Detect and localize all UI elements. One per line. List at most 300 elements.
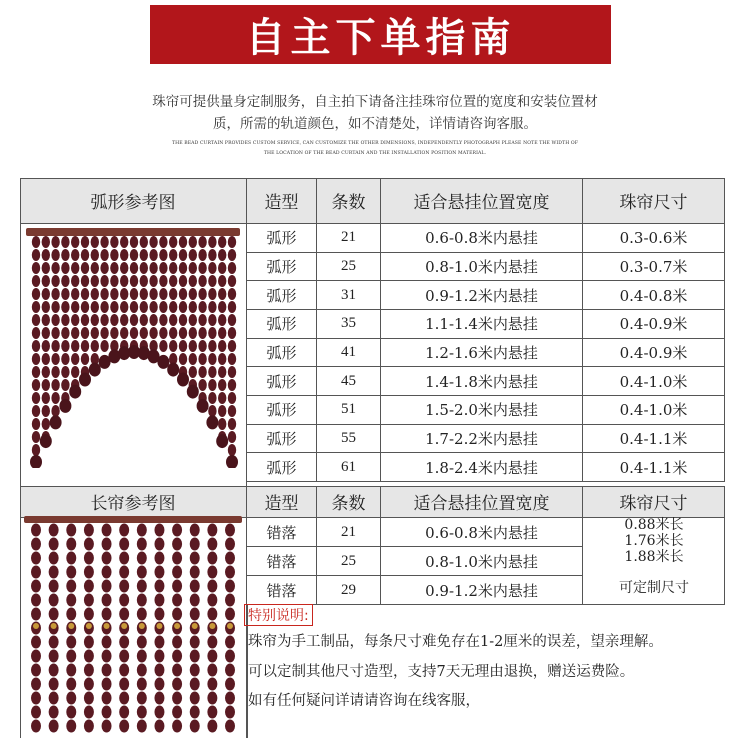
bead [154, 706, 164, 719]
bead [225, 678, 235, 691]
bead [31, 524, 41, 537]
bead [228, 288, 236, 300]
arc-row-3-count: 31 [317, 281, 381, 310]
bead [42, 379, 50, 391]
long-row-2-count: 25 [317, 547, 381, 576]
bead [149, 249, 157, 261]
bead [154, 594, 164, 607]
bead [225, 664, 235, 677]
bead [42, 288, 50, 300]
bead [207, 636, 217, 649]
bead [32, 392, 40, 404]
bead [228, 314, 236, 326]
bead [218, 262, 226, 274]
bead [91, 301, 99, 313]
arc-row-7-shape: 弧形 [247, 396, 317, 425]
bead [84, 552, 94, 565]
arc-row-1-count: 21 [317, 224, 381, 253]
bead [154, 538, 164, 551]
arc-row-7-count: 51 [317, 396, 381, 425]
bead [84, 580, 94, 593]
long-size-list [583, 517, 725, 565]
bead [172, 720, 182, 733]
bead [198, 314, 206, 326]
long-image-label: 长帘参考图 [20, 486, 247, 518]
size-guide-table [20, 178, 725, 738]
bead [42, 249, 50, 261]
bead [225, 580, 235, 593]
bead [130, 262, 138, 274]
bead [218, 340, 226, 352]
bead [120, 275, 128, 287]
bead [66, 552, 76, 565]
bead [207, 692, 217, 705]
bead [140, 314, 148, 326]
bead [154, 678, 164, 691]
bead [71, 366, 79, 378]
bead [102, 594, 112, 607]
bead [225, 720, 235, 733]
bead [228, 249, 236, 261]
bead [149, 301, 157, 313]
bead [225, 636, 235, 649]
bead [154, 580, 164, 593]
bead [32, 379, 40, 391]
special-note-line-2: 可以定制其他尺寸造型，支持7天无理由退换，赠送运费险。 [248, 664, 635, 680]
arc-row-5-count: 41 [317, 339, 381, 368]
bead [119, 580, 129, 593]
arc-header-width: 适合悬挂位置宽度 [381, 178, 583, 224]
bead [218, 392, 226, 404]
bead [208, 314, 216, 326]
bead [137, 524, 147, 537]
bead [84, 608, 94, 621]
bead [154, 524, 164, 537]
intro-english-1: THE BEAD CURTAIN PROVIDES CUSTOM SERVICE, CAN CUSTOMIZE THE OTHER DIMENSIONS, INDEPENDENTLY PHOTOGRAPH PLEASE NOTE THE WIDTH OF [171, 141, 579, 146]
bead [225, 538, 235, 551]
bead [32, 301, 40, 313]
bead [32, 327, 40, 339]
bead [61, 275, 69, 287]
bead [31, 636, 41, 649]
table-left-border [20, 178, 21, 486]
long-size-3: 1.88米长 [624, 549, 684, 565]
bead [159, 340, 167, 352]
bead [119, 636, 129, 649]
curtain-rail [26, 228, 240, 236]
arc-row-4-width: 1.1-1.4米内悬挂 [381, 310, 583, 339]
bead [119, 566, 129, 579]
bead [228, 431, 236, 443]
bead [140, 262, 148, 274]
special-note-line-3: 如有任何疑问详请请咨询在线客服， [248, 693, 480, 709]
bead [154, 650, 164, 663]
bead-end [79, 373, 91, 387]
bead [51, 301, 59, 313]
bead [61, 288, 69, 300]
bead [66, 580, 76, 593]
bead [130, 314, 138, 326]
bead [140, 275, 148, 287]
bead [31, 566, 41, 579]
bead [208, 249, 216, 261]
bead [207, 608, 217, 621]
bead [225, 706, 235, 719]
bead [179, 288, 187, 300]
bead [225, 552, 235, 565]
bead [71, 288, 79, 300]
bead [81, 262, 89, 274]
bead [81, 275, 89, 287]
bead [179, 236, 187, 248]
bead [51, 405, 59, 417]
bead [208, 353, 216, 365]
bead [189, 353, 197, 365]
bead [102, 636, 112, 649]
accent-bead [68, 623, 74, 629]
bead [81, 236, 89, 248]
bead [228, 392, 236, 404]
bead-end [187, 385, 199, 399]
bead [49, 678, 59, 691]
bead [61, 249, 69, 261]
bead-end [226, 455, 238, 468]
bead [172, 566, 182, 579]
bead [84, 664, 94, 677]
long-size-1: 0.88米长 [624, 517, 684, 533]
bead [207, 524, 217, 537]
bead [159, 236, 167, 248]
bead [31, 552, 41, 565]
bead [137, 552, 147, 565]
bead [51, 327, 59, 339]
bead [179, 249, 187, 261]
bead-end [206, 415, 218, 429]
bead [42, 314, 50, 326]
bead [154, 566, 164, 579]
bead-end [167, 363, 179, 377]
long-row-3-shape: 错落 [247, 576, 317, 605]
bead [154, 552, 164, 565]
bead [149, 236, 157, 248]
bead [42, 418, 50, 430]
accent-bead [209, 623, 215, 629]
bead [51, 340, 59, 352]
bead [31, 692, 41, 705]
bead [140, 301, 148, 313]
bead [100, 301, 108, 313]
bead [208, 379, 216, 391]
arc-row-6-shape: 弧形 [247, 367, 317, 396]
bead [169, 288, 177, 300]
curtain-rail [24, 516, 242, 523]
arc-row-9-count: 61 [317, 453, 381, 482]
bead [71, 262, 79, 274]
arc-row-8-count: 55 [317, 425, 381, 454]
bead [137, 594, 147, 607]
bead [159, 327, 167, 339]
arc-image-label: 弧形参考图 [20, 178, 247, 224]
long-header-size: 珠帘尺寸 [583, 486, 725, 518]
bead [120, 301, 128, 313]
bead [91, 340, 99, 352]
bead [225, 692, 235, 705]
bead [137, 692, 147, 705]
bead [51, 275, 59, 287]
bead [102, 650, 112, 663]
bead [198, 379, 206, 391]
long-header-width: 适合悬挂位置宽度 [381, 486, 583, 518]
accent-bead [192, 623, 198, 629]
bead [110, 327, 118, 339]
bead [218, 379, 226, 391]
bead [84, 636, 94, 649]
long-row-3-width: 0.9-1.2米内悬挂 [381, 576, 583, 605]
bead [119, 552, 129, 565]
arc-row-9-width: 1.8-2.4米内悬挂 [381, 453, 583, 482]
bead [207, 594, 217, 607]
arc-row-1-width: 0.6-0.8米内悬挂 [381, 224, 583, 253]
bead-end [69, 385, 81, 399]
bead [198, 249, 206, 261]
special-note-title: 特别说明: [244, 604, 313, 626]
accent-bead [156, 623, 162, 629]
arc-row-9-size: 0.4-1.1米 [583, 453, 725, 482]
bead [218, 275, 226, 287]
bead [66, 692, 76, 705]
bead [31, 706, 41, 719]
bead [207, 706, 217, 719]
accent-bead [86, 623, 92, 629]
bead [189, 314, 197, 326]
bead [119, 692, 129, 705]
bead [102, 692, 112, 705]
bead [225, 608, 235, 621]
bead [81, 288, 89, 300]
bead [102, 524, 112, 537]
long-curtain-drawing [24, 516, 242, 736]
bead [228, 340, 236, 352]
bead [208, 392, 216, 404]
bead [91, 275, 99, 287]
bead [32, 288, 40, 300]
bead [218, 366, 226, 378]
bead [100, 275, 108, 287]
bead [32, 236, 40, 248]
bead [120, 288, 128, 300]
bead [49, 566, 59, 579]
intro-english-2: THE LOCATION OF THE BEAD CURTAIN AND THE INSTALLATION POSITION MATERIAL. [263, 151, 487, 156]
bead [154, 636, 164, 649]
arc-row-3-width: 0.9-1.2米内悬挂 [381, 281, 583, 310]
bead [218, 327, 226, 339]
long-row-2-width: 0.8-1.0米内悬挂 [381, 547, 583, 576]
arc-row-2-size: 0.3-0.7米 [583, 253, 725, 282]
bead [137, 706, 147, 719]
bead [218, 288, 226, 300]
bead [51, 262, 59, 274]
bead [61, 314, 69, 326]
bead [154, 692, 164, 705]
bead [172, 692, 182, 705]
bead [179, 340, 187, 352]
bead [32, 314, 40, 326]
bead [84, 720, 94, 733]
table-left-border-2 [20, 486, 21, 738]
bead [228, 444, 236, 456]
bead [102, 608, 112, 621]
bead [190, 720, 200, 733]
bead [61, 262, 69, 274]
bead [225, 650, 235, 663]
bead [91, 236, 99, 248]
arc-row-4-shape: 弧形 [247, 310, 317, 339]
bead [189, 262, 197, 274]
bead [119, 720, 129, 733]
arc-bead-curtain-image [24, 228, 244, 468]
bead [102, 664, 112, 677]
bead [172, 650, 182, 663]
bead [172, 678, 182, 691]
bead [179, 314, 187, 326]
bead [100, 288, 108, 300]
accent-bead [104, 623, 110, 629]
bead [119, 608, 129, 621]
bead [61, 236, 69, 248]
bead [61, 301, 69, 313]
bead [149, 262, 157, 274]
bead [207, 538, 217, 551]
accent-bead [174, 623, 180, 629]
arc-row-5-width: 1.2-1.6米内悬挂 [381, 339, 583, 368]
bead [137, 650, 147, 663]
bead [61, 327, 69, 339]
bead [208, 236, 216, 248]
bead [110, 236, 118, 248]
guide-banner: 自主下单指南 [150, 5, 611, 64]
bead [189, 366, 197, 378]
bead [154, 608, 164, 621]
bead [190, 650, 200, 663]
bead [120, 262, 128, 274]
bead [42, 236, 50, 248]
bead-end [30, 455, 42, 468]
bead [66, 524, 76, 537]
bead [218, 314, 226, 326]
bead [66, 608, 76, 621]
bead [207, 678, 217, 691]
bead [42, 392, 50, 404]
bead [66, 594, 76, 607]
arc-row-3-size: 0.4-0.8米 [583, 281, 725, 310]
bead [102, 538, 112, 551]
bead [228, 405, 236, 417]
bead [189, 236, 197, 248]
bead [137, 720, 147, 733]
bead [91, 249, 99, 261]
bead-end [216, 434, 228, 448]
bead [51, 288, 59, 300]
table-top-border [20, 178, 725, 179]
bead [189, 327, 197, 339]
bead [66, 678, 76, 691]
bead [137, 538, 147, 551]
bead [208, 288, 216, 300]
arc-row-2-shape: 弧形 [247, 253, 317, 282]
long-custom-size: 可定制尺寸 [619, 580, 689, 596]
bead [49, 636, 59, 649]
bead [130, 236, 138, 248]
bead [71, 236, 79, 248]
bead [159, 249, 167, 261]
arc-row-8-size: 0.4-1.1米 [583, 425, 725, 454]
bead-end [177, 373, 189, 387]
bead [130, 249, 138, 261]
bead [218, 301, 226, 313]
bead [207, 650, 217, 663]
bead [207, 566, 217, 579]
bead [31, 580, 41, 593]
bead [159, 288, 167, 300]
bead [208, 301, 216, 313]
bead [149, 275, 157, 287]
bead [110, 249, 118, 261]
bead [208, 275, 216, 287]
intro-line-2: 质，所需的轨道颜色，如不清楚处，详情请咨询客服。 [213, 116, 537, 132]
bead [66, 706, 76, 719]
bead [61, 340, 69, 352]
bead [32, 366, 40, 378]
bead [208, 405, 216, 417]
bead [102, 720, 112, 733]
bead [102, 678, 112, 691]
bead [110, 288, 118, 300]
section-divider [20, 486, 725, 487]
bead [84, 650, 94, 663]
bead [190, 524, 200, 537]
bead [49, 580, 59, 593]
bead [51, 366, 59, 378]
bead [189, 275, 197, 287]
bead [218, 418, 226, 430]
bead [169, 236, 177, 248]
bead [119, 706, 129, 719]
bead [81, 353, 89, 365]
bead [119, 650, 129, 663]
bead [228, 366, 236, 378]
bead [102, 580, 112, 593]
bead [42, 366, 50, 378]
bead [137, 580, 147, 593]
bead [169, 275, 177, 287]
bead [51, 379, 59, 391]
bead [32, 340, 40, 352]
bead [100, 314, 108, 326]
long-row-1-width: 0.6-0.8米内悬挂 [381, 518, 583, 547]
bead [198, 262, 206, 274]
bead [32, 444, 40, 456]
bead [190, 538, 200, 551]
bead [49, 524, 59, 537]
bead [208, 340, 216, 352]
bead [61, 366, 69, 378]
bead [31, 608, 41, 621]
special-note-line-1: 珠帘为手工制品，每条尺寸难免存在1-2厘米的误差，望亲理解。 [248, 634, 663, 650]
bead [49, 594, 59, 607]
arc-row-6-count: 45 [317, 367, 381, 396]
bead [84, 524, 94, 537]
bead [130, 327, 138, 339]
